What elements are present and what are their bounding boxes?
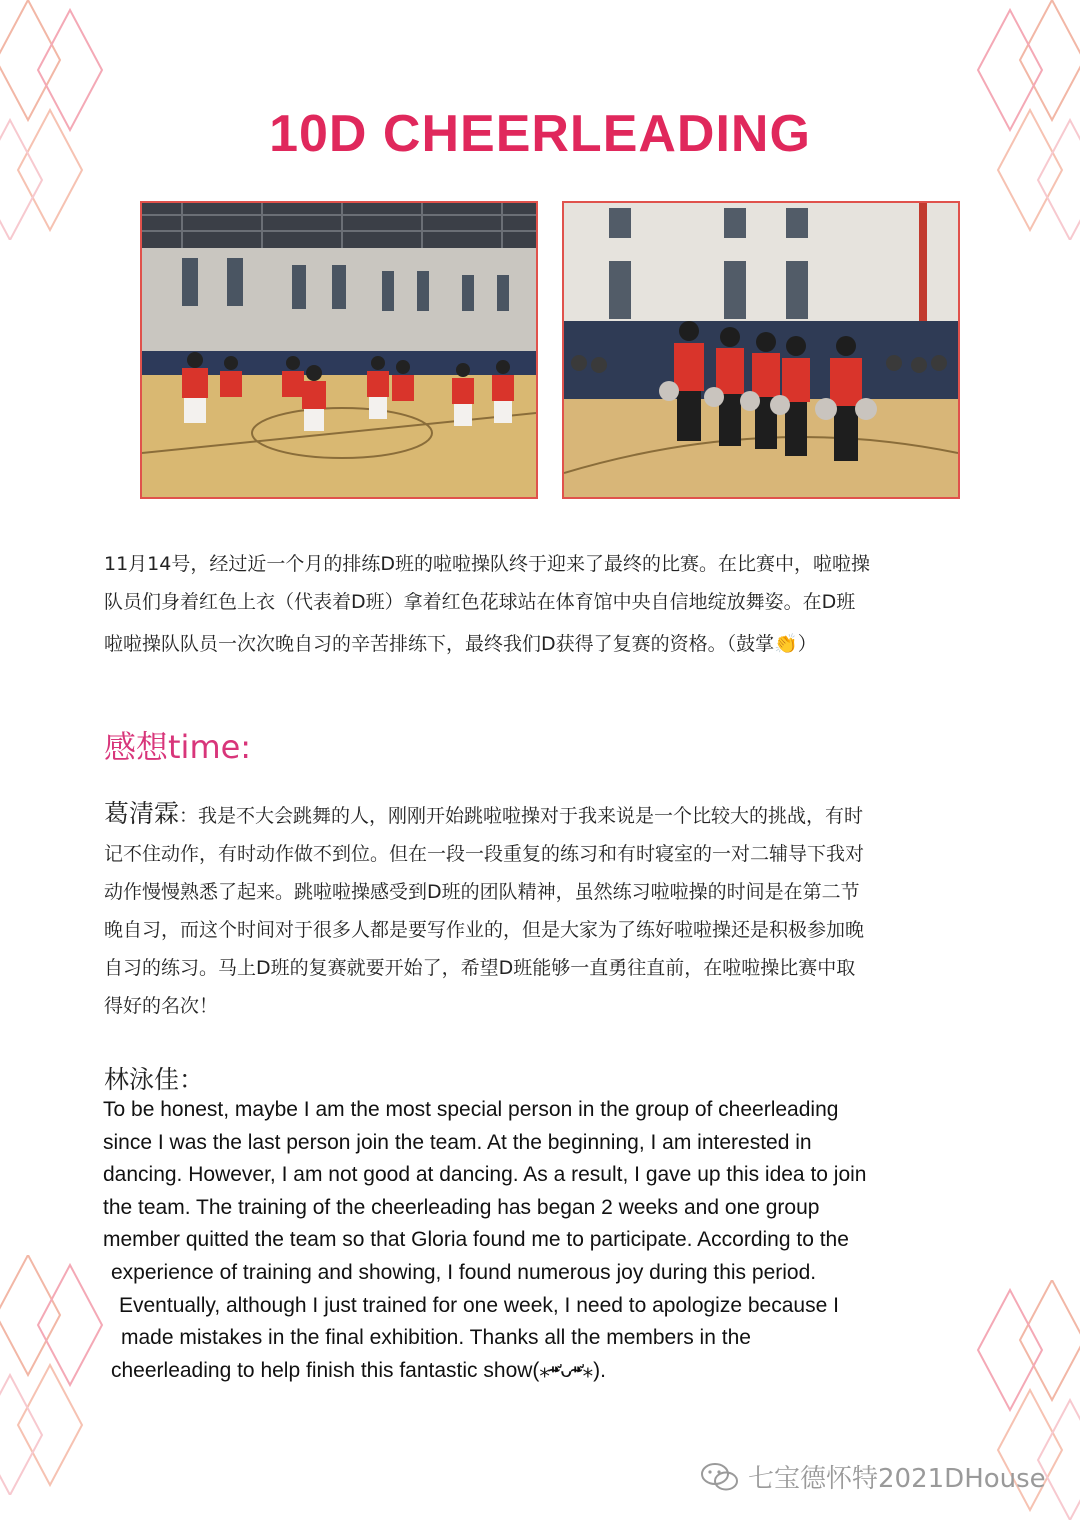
page-title: 10D CHEERLEADING: [269, 105, 811, 163]
section-title: 感想time:: [104, 728, 252, 766]
wechat-icon: [700, 1461, 740, 1493]
reflection-line: dancing. However, I am not good at dancing. As a result, I gave up this idea to join: [103, 1163, 867, 1187]
reflection-line: cheerleading to help finish this fantastic show(⁎⁍̴̛ᴗ⁍̴̛⁎).: [111, 1358, 606, 1382]
corner-diamonds-bottom-left: [0, 1255, 110, 1495]
reflection-line: To be honest, maybe I am the most special person in the group of cheerleading: [103, 1098, 839, 1121]
team-lineup-photo: [562, 201, 960, 499]
reflection-ge-qinglin: [104, 795, 984, 1025]
reflection-line: 自习的练习。马上D班的复赛就要开始了，希望D班能够一直勇往直前，在啦啦操比赛中取: [104, 957, 856, 979]
reflection-line: 记不住动作，有时动作做不到位。但在一段一段重复的练习和有时寝室的一对二辅导下我对: [104, 843, 865, 865]
author-name: 葛清霖: [104, 799, 180, 828]
intro-line: 11月14号，经过近一个月的排练D班的啦啦操队终于迎来了最终的比赛。在比赛中，啦啦操: [104, 553, 870, 575]
reflection-line: ：我是不大会跳舞的人，刚刚开始跳啦啦操对于我来说是一个比较大的挑战，有时: [179, 805, 864, 827]
watermark: [700, 1458, 1046, 1495]
reflection-line: 得好的名次！: [104, 995, 219, 1017]
intro-line: 啦啦操队队员一次次晚自习的辛苦排练下，最终我们D获得了复赛的资格。（鼓掌👏）: [104, 633, 817, 655]
reflection-line: 动作慢慢熟悉了起来。跳啦啦操感受到D班的团队精神，虽然练习啦啦操的时间是在第二节: [104, 881, 860, 903]
reflection-line: the team. The training of the cheerleading has began 2 weeks and one group: [103, 1195, 820, 1219]
reflection-lin-yongjia: [103, 1094, 1003, 1387]
reflection-line: 晚自习，而这个时间对于很多人都是要写作业的，但是大家为了练好啦啦操还是积极参加晚: [104, 919, 865, 941]
reflection-line: experience of training and showing, I found numerous joy during this period.: [111, 1260, 817, 1284]
intro-paragraph: [104, 545, 984, 663]
reflection-line: made mistakes in the final exhibition. Thanks all the members in the: [121, 1326, 751, 1350]
watermark-text: 七宝德怀特2021DHouse: [748, 1464, 1046, 1494]
author-name: 林泳佳：: [104, 1065, 205, 1094]
team-performance-photo: [140, 201, 538, 499]
reflection-line: Eventually, although I just trained for one week, I need to apologize because I: [119, 1293, 839, 1317]
intro-line: 队员们身着红色上衣（代表着D班）拿着红色花球站在体育馆中央自信地绽放舞姿。在D班: [104, 591, 856, 613]
reflection-line: since I was the last person join the team. At the beginning, I am interested in: [103, 1130, 812, 1154]
reflection-line: member quitted the team so that Gloria found me to participate. According to the: [103, 1228, 849, 1252]
